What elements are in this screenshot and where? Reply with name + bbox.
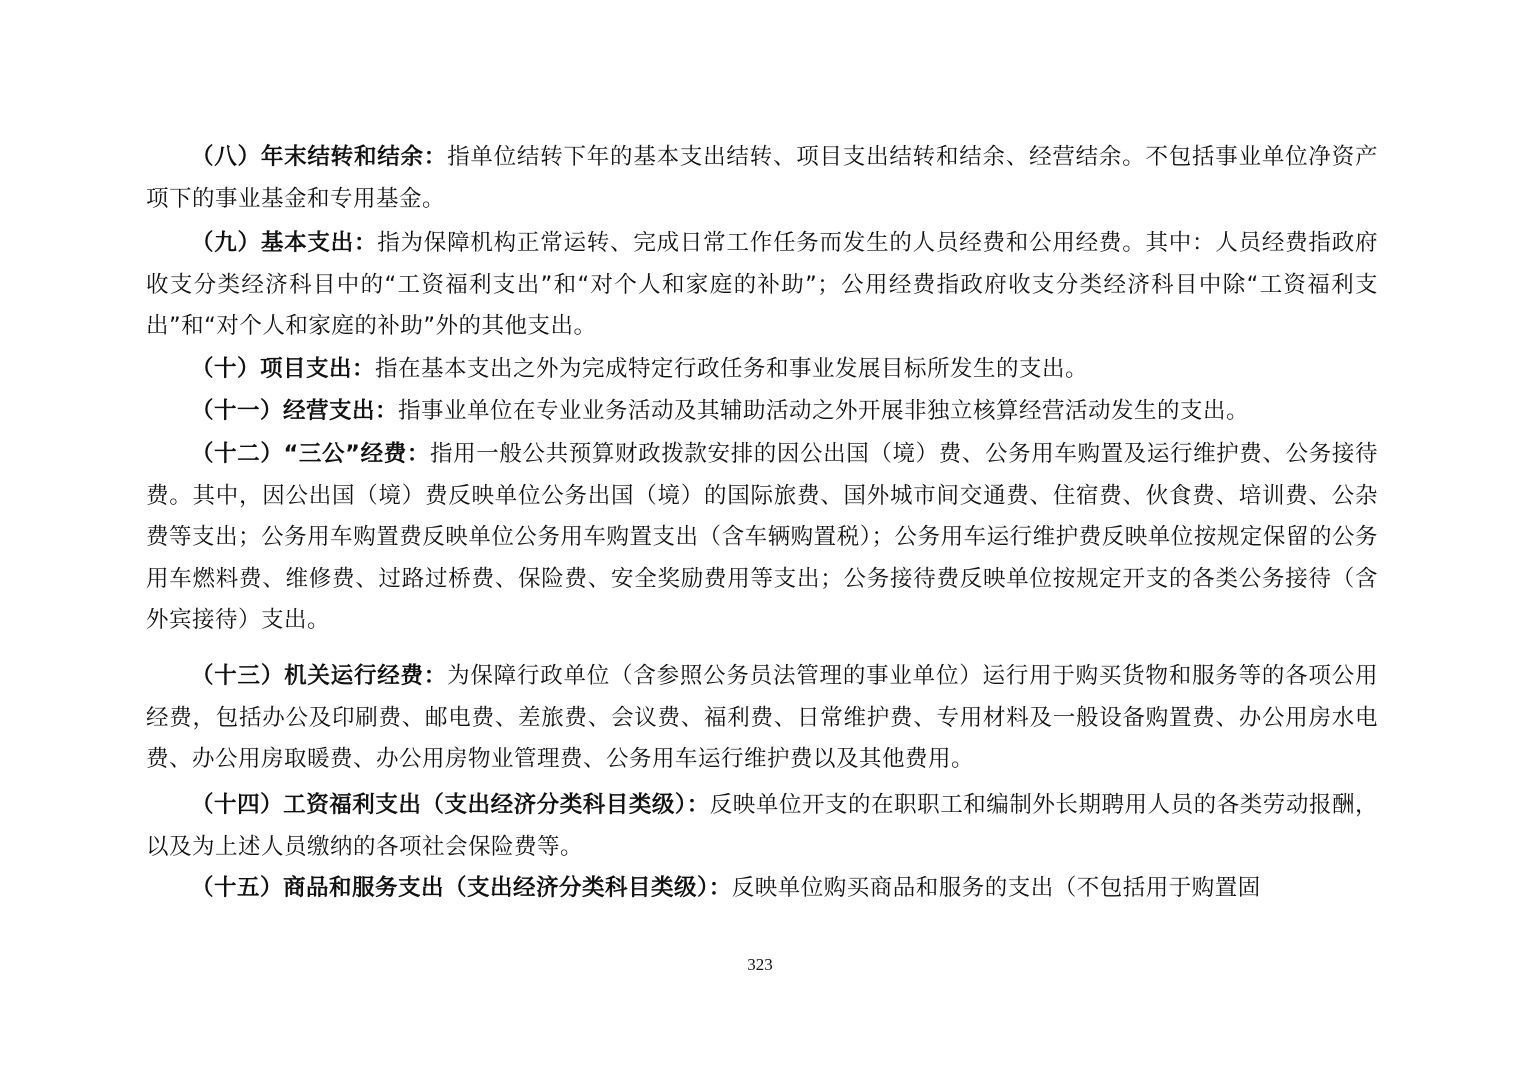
paragraph-three-public-expenses — [146, 434, 1378, 642]
paragraph-text: 指事业单位在专业业务活动及其辅助活动之外开展非独立核算经营活动发生的支出。 — [398, 398, 1250, 424]
paragraph-operating-expenditure — [146, 391, 1378, 433]
paragraph-wages-welfare — [146, 785, 1378, 868]
paragraph-term: （十三）机关运行经费： — [191, 663, 448, 689]
paragraph-term: （十二）“三公”经费： — [191, 441, 430, 467]
paragraph-term: （十五）商品和服务支出（支出经济分类科目类级）： — [191, 875, 732, 901]
paragraph-goods-services — [146, 868, 1378, 910]
page-number: 323 — [747, 955, 773, 974]
paragraph-term: （十）项目支出： — [191, 356, 376, 382]
paragraph-text: 反映单位购买商品和服务的支出（不包括用于购置固 — [731, 875, 1261, 901]
paragraph-agency-operating-funds — [146, 656, 1378, 781]
paragraph-text: 指在基本支出之外为完成特定行政任务和事业发展目标所发生的支出。 — [375, 356, 1089, 382]
paragraph-text: 指单位结转下年的基本支出结转、项目支出结转和结余、经营结余。不包括事业单位净资产项下的事业基金和专用基金。 — [146, 144, 1378, 212]
paragraph-term: （十一）经营支出： — [191, 398, 399, 424]
paragraph-year-end-carryover — [146, 137, 1378, 220]
paragraph-project-expenditure — [146, 349, 1378, 391]
paragraph-text: 指为保障机构正常运转、完成日常工作任务而发生的人员经费和公用经费。其中：人员经费指政府收支分类经济科目中的“工资福利支出”和“对个人和家庭的补助”；公用经费指政府收支分类经济科目中除“工资福利支出”和“对个人和家庭的补助”外的其他支出。 — [146, 230, 1378, 339]
paragraph-basic-expenditure — [146, 223, 1378, 348]
paragraph-term: （八）年末结转和结余： — [191, 144, 448, 170]
paragraph-term: （十四）工资福利支出（支出经济分类科目类级）： — [191, 792, 710, 818]
paragraph-term: （九）基本支出： — [191, 230, 378, 256]
paragraph-text: 为保障行政单位（含参照公务员法管理的事业单位）运行用于购买货物和服务等的各项公用经费，包括办公及印刷费、邮电费、差旅费、会议费、福利费、日常维护费、专用材料及一般设备购置费、办公用房水电费、办公用房取暖费、办公用房物业管理费、公务用车运行维护费以及其他费用。 — [146, 663, 1378, 772]
paragraph-text: 指用一般公共预算财政拨款安排的因公出国（境）费、公务用车购置及运行维护费、公务接待费。其中，因公出国（境）费反映单位公务出国（境）的国际旅费、国外城市间交通费、住宿费、伙食费、培训费、公杂费等支出；公务用车购置费反映单位公务用车购置支出（含车辆购置税）；公务用车运行维护费反映单位按规定保留的公务用车燃料费、维修费、过路过桥费、保险费、安全奖励费用等支出；公务接待费反映单位按规定开支的各类公务接待（含外宾接待）支出。 — [146, 441, 1378, 633]
paragraph-text: 反映单位开支的在职职工和编制外长期聘用人员的各类劳动报酬，以及为上述人员缴纳的各项社会保险费等。 — [146, 792, 1378, 860]
